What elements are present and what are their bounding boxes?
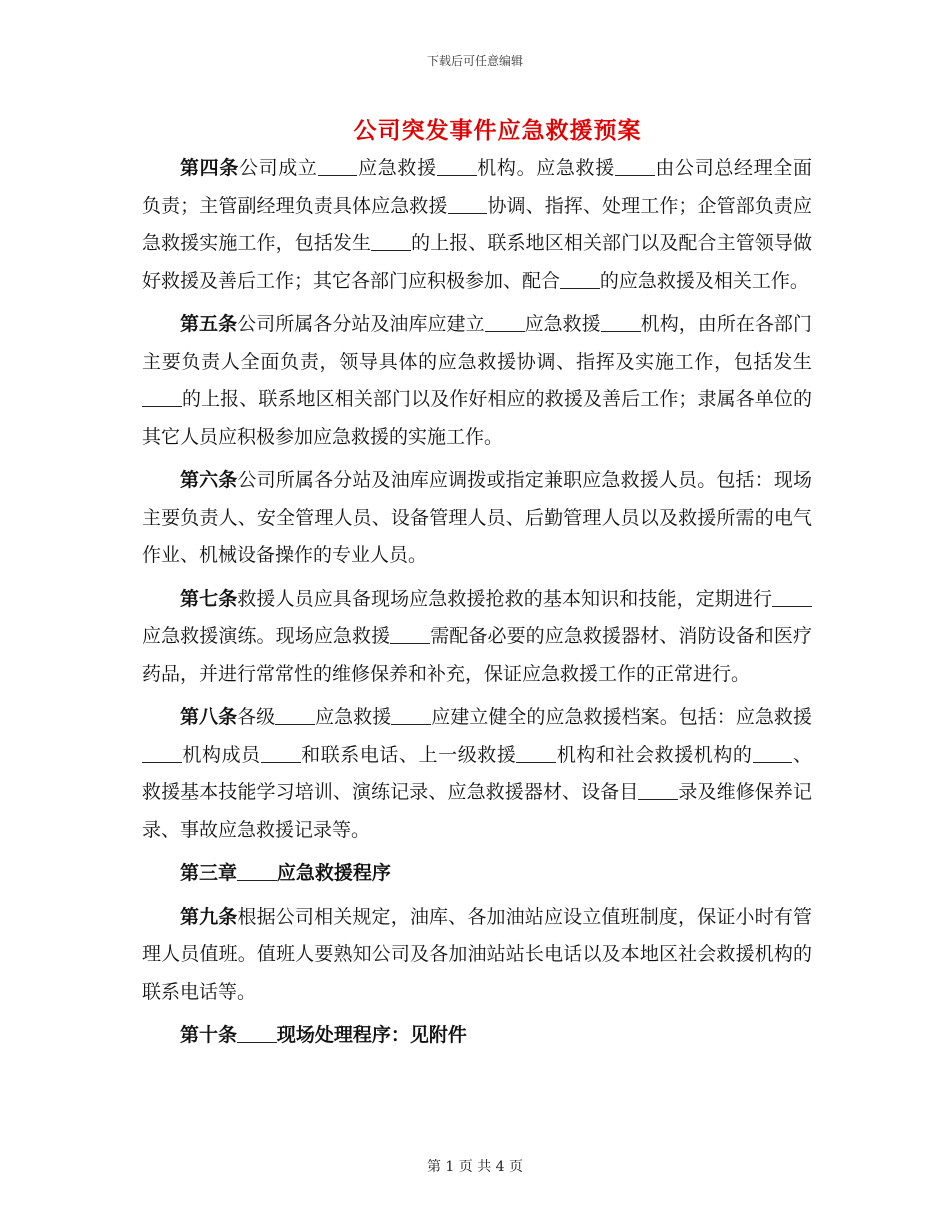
article-4-text: 由公司总经理全面负责；主管副经理负责具体应急救援 (142, 157, 812, 217)
article-6-text: 公司所属各分站及油库应调拨或指定兼职应急救援人员。包括：现场主要负责人、安全管理人员、设备管理人员、后勤管理人员以及救援所需的电气作业、机械设备操作的专业人员。 (142, 469, 812, 566)
article-8-text: 应急救援 (315, 706, 392, 728)
article-9-lead: 第九条 (180, 905, 238, 928)
article-6 (142, 462, 812, 575)
fill-blank (772, 587, 812, 607)
article-5-text: 机构，由所在各部门主要负责人全面负责，领导具体的应急救援协调、指挥及实施工作，包括发生 (142, 313, 812, 373)
chapter-3-number: 第三章 (180, 862, 238, 884)
article-5-lead: 第五条 (180, 313, 238, 335)
fill-blank (237, 1023, 277, 1043)
fill-blank (615, 156, 655, 176)
article-5-text: 应急救援 (524, 313, 601, 335)
article-8-text: 应建立健全的应急救援档案。包括：应急救援 (431, 706, 812, 728)
fill-blank (142, 387, 182, 407)
page-header: 下载后可任意编辑 (426, 54, 523, 68)
fill-blank (142, 743, 182, 763)
article-5-text: 的上报、联系地区相关部门以及作好相应的救援及善后工作；隶属各单位的其它人员应积极参加应急救援的实施工作。 (142, 388, 812, 448)
article-7-lead: 第七条 (180, 587, 238, 610)
fill-blank (560, 269, 600, 289)
fill-blank (261, 743, 301, 763)
article-7-text: 救援人员应具备现场应急救援抢救的基本知识和技能，定期进行 (237, 587, 773, 610)
fill-blank (237, 861, 277, 881)
article-10-heading (142, 1017, 812, 1055)
article-7 (142, 581, 812, 694)
document-body (142, 150, 812, 1061)
article-10-number: 第十条 (180, 1024, 238, 1046)
article-8-text: 、救援基本技能学习培训、演练记录、应急救援器材、设备目 (142, 743, 812, 803)
article-4-text: 公司成立 (238, 157, 318, 179)
article-4-text: 机构。应急救援 (476, 157, 615, 179)
fill-blank (318, 156, 358, 176)
fill-blank (601, 312, 641, 332)
article-8-lead: 第八条 (180, 706, 238, 728)
article-9-text: 根据公司相关规定，油库、各加油站应设立值班制度，保证小时有管理人员值班。值班人要熟知公司及各加油站站长电话以及本地区社会救援机构的联系电话等。 (142, 905, 812, 1003)
article-8-text: 录及维修保养记录、事故应急救援记录等。 (142, 781, 812, 841)
article-9 (142, 899, 812, 1012)
fill-blank (448, 194, 488, 214)
article-4-text: 的应急救援及相关工作。 (599, 269, 809, 292)
article-4 (142, 150, 812, 300)
article-4-text: 应急救援 (357, 157, 437, 179)
fill-blank (275, 705, 315, 725)
article-5 (142, 306, 812, 456)
article-8-text: 各级 (237, 706, 276, 728)
article-4-lead: 第四条 (180, 157, 239, 179)
fill-blank (390, 624, 430, 644)
fill-blank (391, 705, 431, 725)
article-10-title: 现场处理程序：见附件 (276, 1024, 467, 1046)
fill-blank (485, 312, 525, 332)
article-4-text: 协调、指挥、处理工作；企管部负责应急救援实施工作，包括发生 (142, 194, 812, 254)
article-7-text: 应急救援演练。现场应急救援 (142, 625, 391, 647)
article-6-lead: 第六条 (180, 469, 238, 491)
article-8 (142, 699, 812, 849)
article-8-text: 机构成员 (181, 743, 261, 766)
article-8-text: 机构和社会救援机构的 (556, 743, 753, 766)
fill-blank (516, 743, 556, 763)
fill-blank (638, 780, 678, 800)
document-title: 公司突发事件应急救援预案 (353, 117, 642, 144)
chapter-3-heading (142, 855, 812, 893)
chapter-3-title: 应急救援程序 (276, 862, 391, 884)
fill-blank (371, 231, 411, 251)
article-7-text: 需配备必要的应急救援器材、消防设备和医疗药品，并进行常常性的维修保养和补充，保证应急救援工作的正常进行。 (142, 625, 812, 685)
page-footer: 第 1 页 共 4 页 (426, 1159, 524, 1175)
article-4-text: 的上报、联系地区相关部门以及配合主管领导做好救援及善后工作；其它各部门应积极参加、配合 (142, 232, 812, 292)
fill-blank (437, 156, 477, 176)
fill-blank (753, 743, 793, 763)
article-5-text: 公司所属各分站及油库应建立 (237, 313, 485, 335)
article-8-text: 和联系电话、上一级救援 (300, 743, 517, 766)
